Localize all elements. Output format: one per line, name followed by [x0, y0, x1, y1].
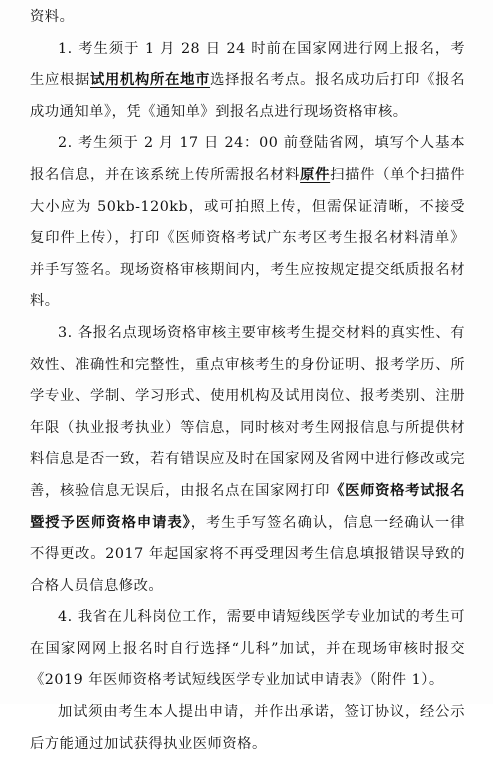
item-3-bold-form-title: 《医师资格考试报名暨授予医师资格申请表》 — [30, 482, 466, 531]
item-4-paragraph — [30, 602, 465, 697]
item-1-paragraph — [30, 34, 465, 129]
item-1-text-b: 选择报名考点。报名成功后打印《报名成功通知单》，凭《通知单》到报名点进行现场资格审核。 — [30, 72, 466, 120]
item-4-number: 4. — [58, 609, 73, 626]
item-2-underlined-text: 原件 — [300, 166, 331, 183]
closing-paragraph: 加试须由考生本人提出申请，并作出承诺，签订协议，经公示后方能通过加试获得执业医师资格。 — [30, 704, 465, 752]
item-3-text-b: ，考生手写签名确认，信息一经确认一律不得更改。2017 年起国家将不再受理因考生信息填报错误导致的合格人员信息修改。 — [30, 514, 465, 594]
item-1-text-a: 考生须于 1 月 28 日 24 时前在国家网进行网上报名，考生应根据 — [30, 40, 466, 89]
item-3-paragraph — [30, 318, 465, 602]
item-2-number: 2. — [58, 135, 73, 152]
item-3-number: 3. — [58, 324, 73, 341]
item-4-text: 我省在儿科岗位工作，需要申请短线医学专业加试的考生可在国家网网上报名时自行选择“儿科”加试，并在现场审核时报交《2019 年医师资格考试短线医学专业加试申请表》（附件 1）。 — [30, 609, 466, 689]
item-2-paragraph — [30, 128, 465, 318]
item-3-text-a: 各报名点现场资格审核主要审核考生提交材料的真实性、有效性、准确性和完整性，重点审核考生的身份证明、报考学历、所学专业、学制、学习形式、使用机构及试用岗位、报考类别、注册年限（执业报考执业）等信息，同时核对考生网报信息与所提供材料信息是否一致，若有错误应及时在国家网及省网中进行修改或完善，核验信息无误后，由报名点在国家网打印 — [30, 324, 466, 499]
item-1-underlined-text: 试用机构所在地市 — [90, 72, 211, 89]
item-2-text-a: 考生须于 2 月 17 日 24：00 前登陆省网，填写个人基本报名信息，并在该系统上传所需报名材料 — [30, 135, 465, 183]
lead-fragment: 资料。 — [30, 9, 75, 25]
item-1-number: 1. — [58, 40, 73, 57]
item-2-text-b: 扫描件（单个扫描件大小应为 50kb-120kb，或可拍照上传，但需保证清晰，不接受复印件上传），打印《医师资格考试广东考区考生报名材料清单》并手写签名。现场资格审核期间内，考生应按规定提交纸质报名材料。 — [30, 166, 466, 310]
